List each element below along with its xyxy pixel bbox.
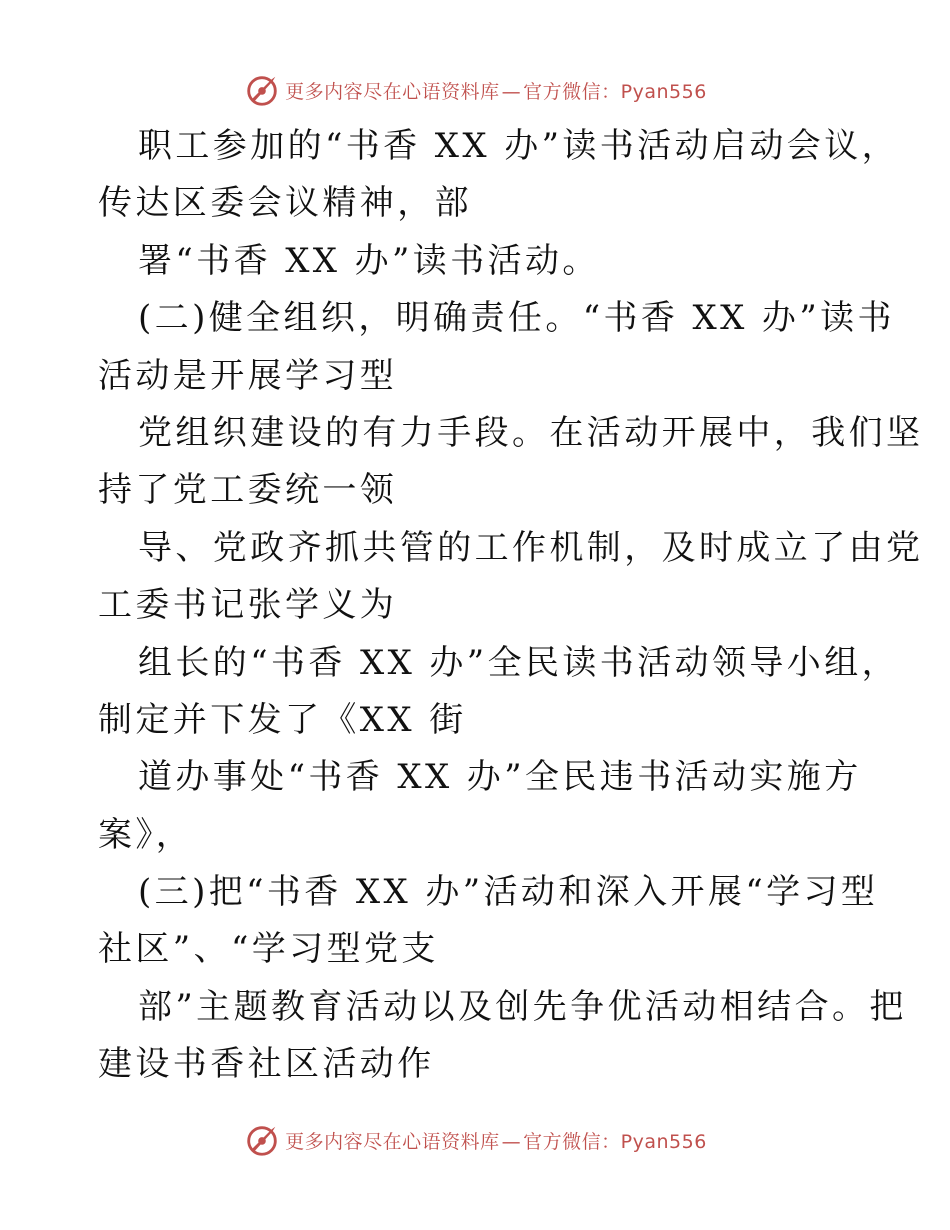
watermark-separator: — bbox=[501, 80, 522, 103]
watermark-separator: — bbox=[501, 1130, 522, 1153]
watermark-text bbox=[285, 1127, 707, 1154]
text-line: 署“书香 XX 办”读书活动。 bbox=[138, 240, 600, 281]
watermark-brand: 更多内容尽在心语资料库 bbox=[285, 80, 500, 103]
text-line: 导、党政齐抓共管的工作机制，及时成立了由党 bbox=[138, 527, 924, 568]
text-line: 案》， bbox=[98, 814, 194, 855]
text-line: 活动是开展学习型 bbox=[98, 355, 398, 396]
watermark-wechat: 官方微信：Pyan556 bbox=[523, 80, 707, 103]
text-line: 建设书香社区活动作 bbox=[98, 1044, 435, 1085]
text-line: 制定并下发了《XX 街 bbox=[98, 699, 467, 740]
footer-watermark-banner bbox=[0, 1120, 950, 1160]
watermark-brand: 更多内容尽在心语资料库 bbox=[285, 1130, 500, 1153]
quill-circle-icon bbox=[243, 1121, 281, 1159]
watermark-wechat: 官方微信：Pyan556 bbox=[523, 1130, 707, 1153]
text-line: 持了党工委统一领 bbox=[98, 470, 398, 511]
text-line: 工委书记张学义为 bbox=[98, 585, 398, 626]
text-line: 道办事处“书香 XX 办”全民违书活动实施方 bbox=[138, 757, 862, 798]
document-body bbox=[98, 118, 924, 1094]
text-line: 社区”、“学习型党支 bbox=[98, 929, 439, 970]
text-line: (三)把“书香 XX 办”活动和深入开展“学习型 bbox=[138, 872, 879, 913]
text-line: (二)健全组织，明确责任。“书香 XX 办”读书 bbox=[138, 298, 895, 339]
text-line: 职工参加的“书香 XX 办”读书活动启动会议， bbox=[138, 126, 899, 166]
text-line: 党组织建设的有力手段。在活动开展中，我们坚 bbox=[138, 412, 924, 453]
quill-circle-icon bbox=[243, 71, 281, 109]
text-line: 传达区委会议精神，部 bbox=[98, 183, 472, 224]
text-line: 组长的“书香 XX 办”全民读书活动领导小组， bbox=[138, 642, 899, 683]
header-watermark-banner bbox=[0, 70, 950, 110]
watermark-text bbox=[285, 77, 707, 104]
text-line: 部”主题教育活动以及创先争优活动相结合。把 bbox=[138, 986, 907, 1027]
